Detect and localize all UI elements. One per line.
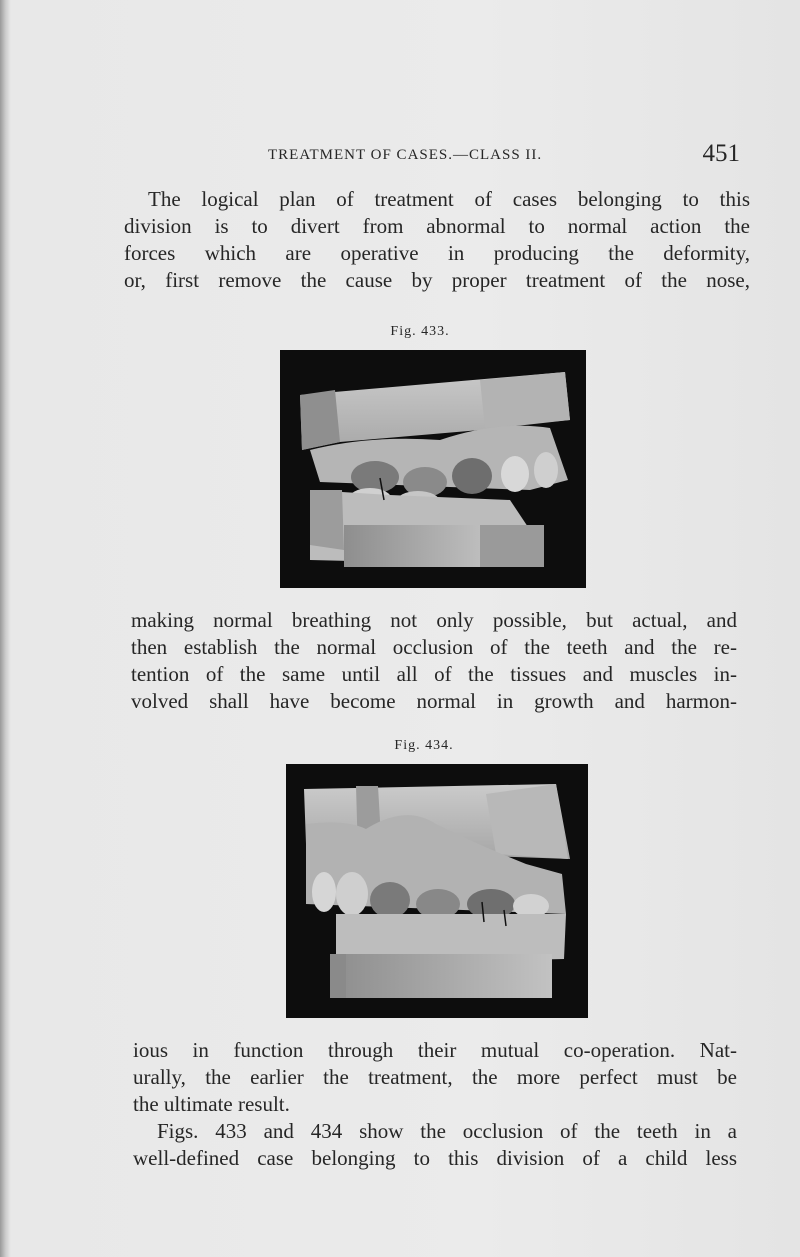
text-line: The logical plan of treatment of cases belonging to this	[148, 187, 750, 211]
text-line: making normal breathing not only possible, but actual, and	[131, 608, 737, 632]
text-line: or, first remove the cause by proper treatment of the nose,	[124, 268, 750, 292]
paragraph-2	[131, 607, 737, 715]
text-line: tention of the same until all of the tissues and muscles in-	[131, 662, 737, 686]
text-line: division is to divert from abnormal to normal action the	[124, 214, 750, 238]
figure-434-caption: Fig. 434.	[394, 738, 454, 753]
figure-434-photo	[286, 764, 588, 1018]
text-line: urally, the earlier the treatment, the more perfect must be	[133, 1065, 737, 1089]
text-line: Figs. 433 and 434 show the occlusion of the teeth in a	[157, 1119, 737, 1143]
text-line: volved shall have become normal in growth and harmon-	[131, 689, 737, 713]
figure-433-photo	[280, 350, 586, 588]
running-head: TREATMENT OF CASES.—CLASS II.	[268, 147, 543, 163]
paragraph-1	[124, 186, 750, 294]
paragraph-3	[133, 1037, 737, 1172]
text-line: the ultimate result.	[133, 1092, 290, 1116]
page-gutter-shadow	[0, 0, 10, 1257]
text-line: ious in function through their mutual co-operation. Nat-	[133, 1038, 737, 1062]
text-line: forces which are operative in producing the deformity,	[124, 241, 750, 265]
text-line: well-defined case belonging to this division of a child less	[133, 1146, 737, 1170]
text-line: then establish the normal occlusion of the teeth and the re-	[131, 635, 737, 659]
figure-433-caption: Fig. 433.	[390, 324, 450, 339]
dental-cast-side-view-illustration	[280, 350, 586, 588]
dental-cast-side-view-illustration	[286, 764, 588, 1018]
page-number: 451	[702, 140, 740, 167]
